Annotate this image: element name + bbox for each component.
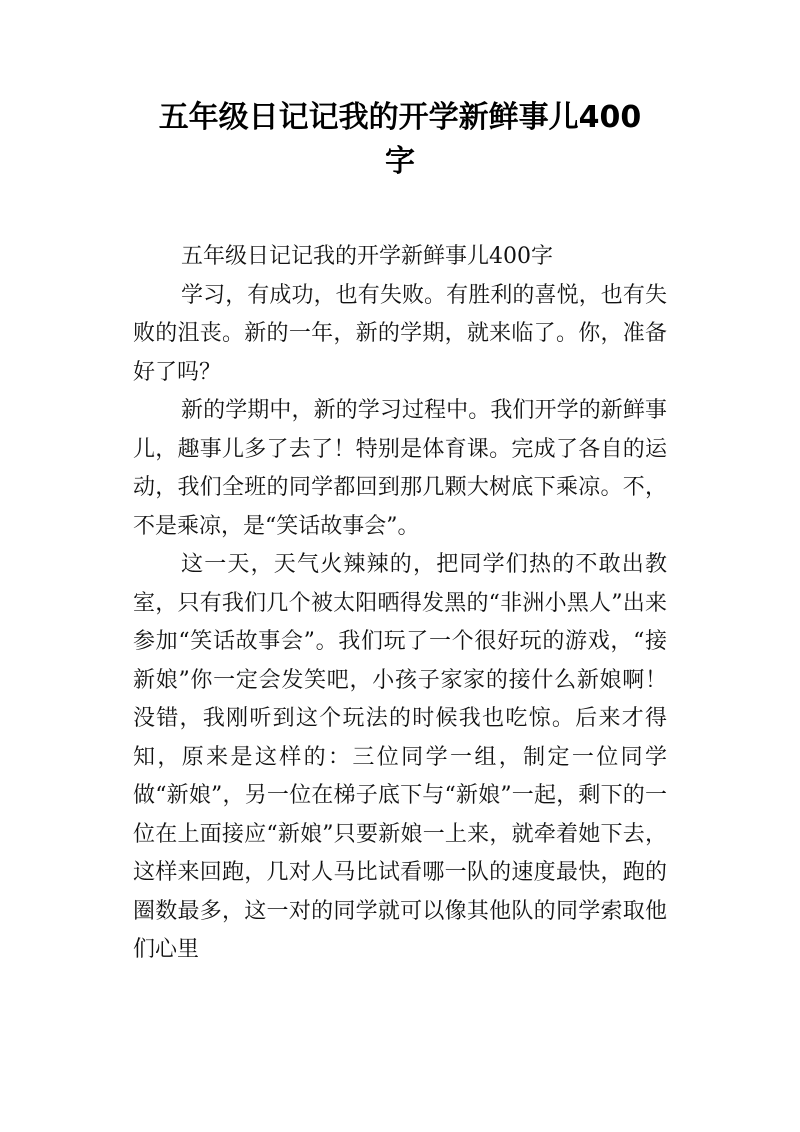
document-title xyxy=(120,96,680,184)
paragraph: 学习，有成功，也有失败。有胜利的喜悦，也有失败的沮丧。新的一年，新的学期，就来临了。你，准备好了吗？ xyxy=(133,282,667,385)
title-line-1: 五年级日记记我的开学新鲜事儿400 xyxy=(158,100,642,135)
title-line-2: 字 xyxy=(385,144,415,179)
paragraph-subtitle: 五年级日记记我的开学新鲜事儿400字 xyxy=(181,244,553,269)
document-body xyxy=(133,238,667,970)
paragraph: 新的学期中，新的学习过程中。我们开学的新鲜事儿，趣事儿多了去了！特别是体育课。完成了各自的运动，我们全班的同学都回到那几颗大树底下乘凉。不，不是乘凉，是“笑话故事会”。 xyxy=(133,398,667,539)
paragraph: 这一天，天气火辣辣的，把同学们热的不敢出教室，只有我们几个被太阳晒得发黑的“非洲小黑人”出来参加“笑话故事会”。我们玩了一个很好玩的游戏，“接新娘”你一定会发笑吧，小孩子家家的接什么新娘啊！没错，我刚听到这个玩法的时候我也吃惊。后来才得知，原来是这样的：三位同学一组，制定一位同学做“新娘”，另一位在梯子底下与“新娘”一起，剩下的一位在上面接应“新娘”只要新娘一上来，就牵着她下去，这样来回跑，几对人马比试看哪一队的速度最快，跑的圈数最多，这一对的同学就可以像其他队的同学索取他们心里 xyxy=(133,552,667,962)
